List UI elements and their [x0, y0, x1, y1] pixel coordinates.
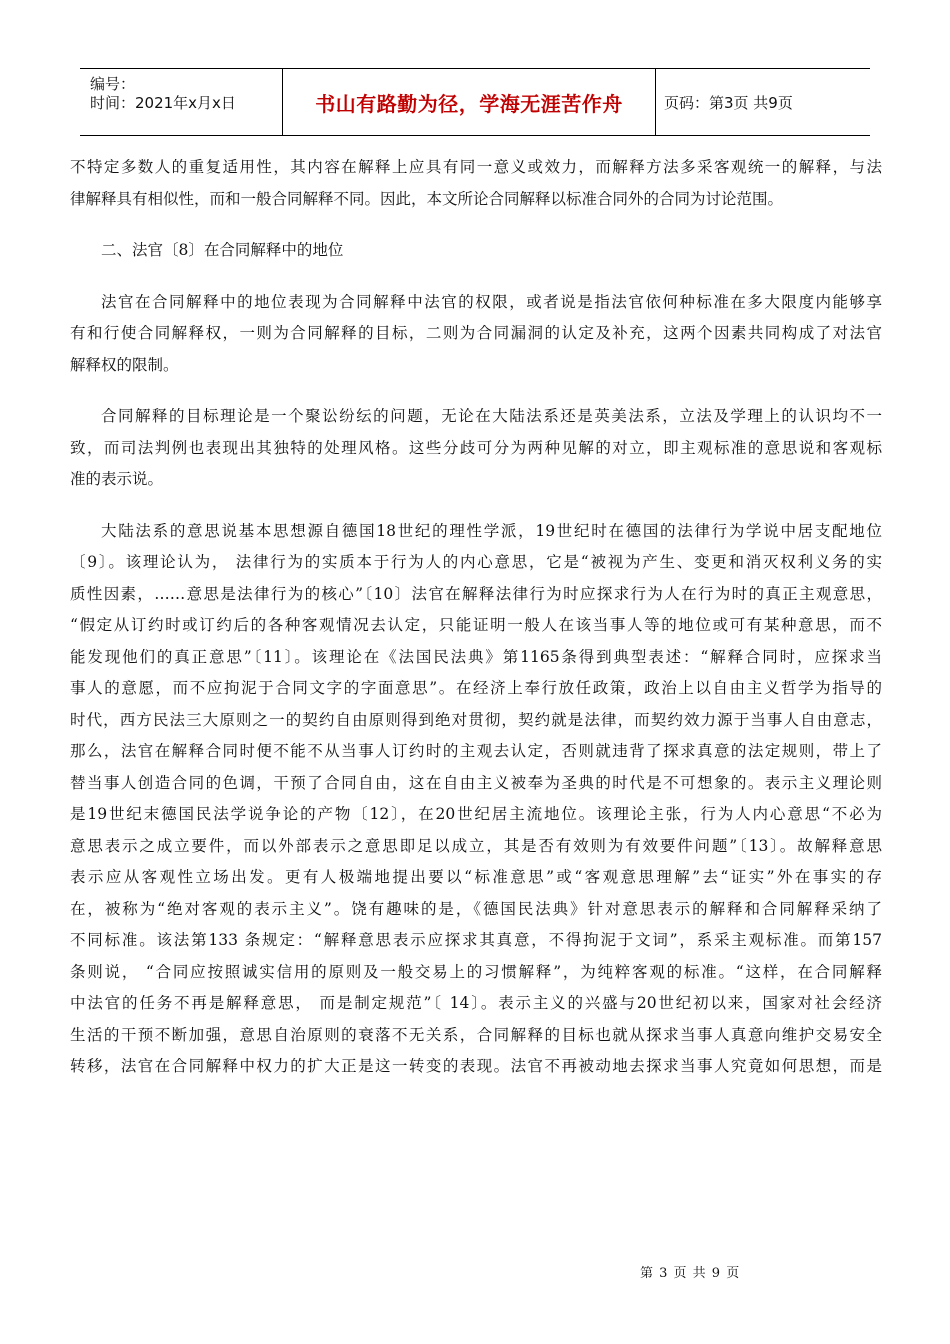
- document-body: [70, 152, 882, 1103]
- text-line: 不特定多数人的重复适用性，其内容在解释上应具有同一意义或效力，而解释方法多采客观统一的解释，与法: [70, 158, 882, 176]
- text-line: 准的表示说。: [70, 470, 164, 488]
- text-line: 转移，法官在合同解释中权力的扩大正是这一转变的表现。法官不再被动地去探求当事人究竟如何思想，而是: [70, 1057, 882, 1075]
- text-line: 质性因素，……意思是法律行为的核心”〔10〕法官在解释法律行为时应探求行为人在行为时的真正主观意思，: [70, 584, 882, 603]
- text-line: 在，被称为“绝对客观的表示主义”。饶有趣味的是，《德国民法典》针对意思表示的解释和合同解释采纳了: [70, 899, 882, 918]
- text-line: 替当事人创造合同的色调，干预了合同自由，这在自由主义被奉为圣典的时代是不可想象的。表示主义理论则: [70, 773, 882, 792]
- header-meta: [80, 69, 283, 135]
- header-page-label: 页码：第3页 共9页: [664, 93, 793, 112]
- text-line: 表示应从客观性立场出发。更有人极端地提出要以“标准意思”或“客观意思理解”去“证实”外在事实的存: [70, 868, 882, 886]
- text-line: 〔9〕。该理论认为， 法律行为的实质本于行为人的内心意思，它是“被视为产生、变更和消灭权利义务的实: [70, 553, 882, 571]
- text-line: 法官在合同解释中的地位表现为合同解释中法官的权限，或者说是指法官依何种标准在多大限度内能够享: [101, 292, 882, 311]
- time-label: 时间：2021年x月x日: [90, 94, 236, 112]
- text-line: 致，而司法判例也表现出其独特的处理风格。这些分歧可分为两种见解的对立，即主观标准的意思说和客观标: [70, 438, 882, 457]
- text-line: 条则说， “合同应按照诚实信用的原则及一般交易上的习惯解释”，为纯粹客观的标准。“这样，在合同解释: [70, 962, 882, 981]
- number-label: 编号：: [90, 75, 136, 93]
- document-header: [80, 68, 870, 136]
- text-line: 能发现他们的真正意思”〔11〕。该理论在《法国民法典》第1165条得到典型表述：“解释合同时，应探求当: [70, 647, 882, 666]
- text-line: 是19世纪末德国民法学说争论的产物〔12〕，在20世纪居主流地位。该理论主张，行为人内心意思“不必为: [70, 805, 882, 823]
- paragraph: [70, 287, 882, 382]
- text-line: 那么，法官在解释合同时便不能不从当事人订约时的主观去认定，否则就违背了探求真意的法定规则，带上了: [70, 742, 882, 760]
- text-line: 解释权的限制。: [70, 355, 179, 374]
- paragraph: [70, 516, 882, 1083]
- text-line: 意思表示之成立要件，而以外部表示之意思即足以成立，其是否有效则为有效要件问题”〔13〕。故解释意思: [70, 836, 882, 855]
- section-heading: [70, 235, 882, 267]
- text-line: 大陆法系的意思说基本思想源自德国18世纪的理性学派，19世纪时在德国的法律行为学说中居支配地位: [101, 521, 882, 540]
- text-line: 不同标准。该法第133 条规定：“解释意思表示应探求其真意，不得拘泥于文词”，系采主观标准。而第157: [70, 931, 882, 949]
- paragraph: [70, 401, 882, 496]
- text-line: 事人的意愿，而不应拘泥于合同文字的字面意思”。在经济上奉行放任政策，政治上以自由主义哲学为指导的: [70, 679, 882, 697]
- text-line: 有和行使合同解释权，一则为合同解释的目标，二则为合同漏洞的认定及补充，这两个因素共同构成了对法官: [70, 324, 882, 342]
- page-footer: 第 3 页 共 9 页: [640, 1266, 741, 1281]
- text-line: 时代，西方民法三大原则之一的契约自由原则得到绝对贯彻，契约就是法律，而契约效力源于当事人自由意志，: [70, 710, 882, 729]
- text-line: 中法官的任务不再是解释意思， 而是制定规范”〔 14〕。表示主义的兴盛与20世纪初以来，国家对社会经济: [70, 994, 882, 1012]
- paragraph: [70, 152, 882, 215]
- text-line: 合同解释的目标理论是一个聚讼纷纭的问题，无论在大陆法系还是英美法系，立法及学理上的认识均不一: [101, 407, 882, 425]
- heading-text: 二、法官〔8〕在合同解释中的地位: [101, 241, 344, 259]
- text-line: 律解释具有相似性，而和一般合同解释不同。因此，本文所论合同解释以标准合同外的合同为讨论范围。: [70, 189, 784, 208]
- text-line: “假定从订约时或订约后的各种客观情况去认定，只能证明一般人在该当事人等的地位或可有某种意思，而不: [70, 616, 882, 634]
- text-line: 生活的干预不断加强，意思自治原则的衰落不无关系，合同解释的目标也就从探求当事人真意向维护交易安全: [70, 1025, 882, 1044]
- header-motto: 书山有路勤为径，学海无涯苦作舟: [283, 69, 656, 135]
